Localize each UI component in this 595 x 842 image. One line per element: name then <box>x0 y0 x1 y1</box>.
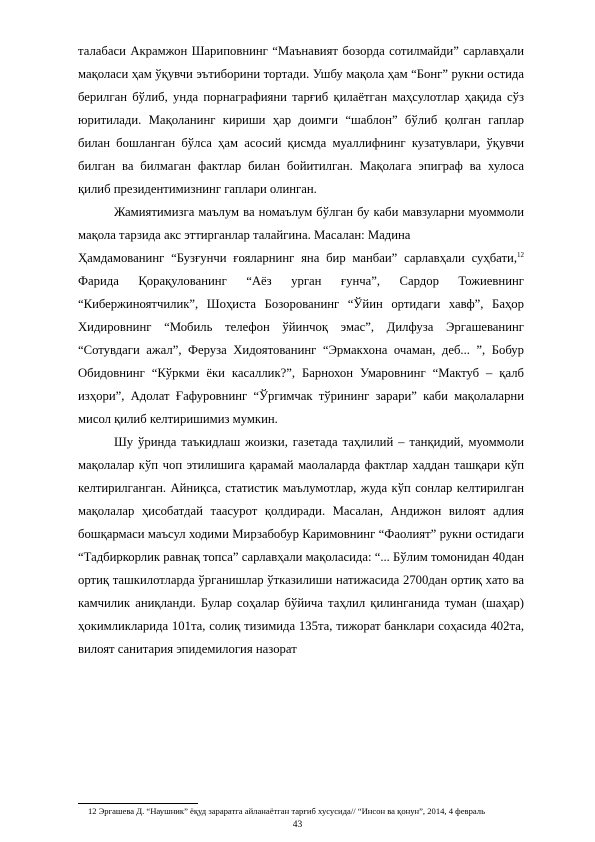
paragraph-3-rest: Фарида Қорақулованинг “Аёз урган ғунча”, Сардор Тожиевнинг “Кибержиноятчилик”, Шоҳиста Бозорованинг “Ўйин ортидаги хавф”, Баҳор Хидировнинг “Мобиль телефон ўйинчоқ эмас”, Дилфуза Эргашеванинг “Сотувдаги ажал”, Феруза Хидоятованинг “Эрмакхона очаман, деб... ”, Бобур Обидовнинг “Кўркми ёки касаллик?”, Барнохон Умаровнинг “Мактуб – қалб изҳори”, Адолат Ғафуровнинг “Ўргимчак тўрининг зарари” каби мақолаларни мисол қилиб келтиришимиз мумкин. <box>78 274 524 426</box>
footnote-divider <box>78 803 198 804</box>
paragraph-1: талабаси Акрамжон Шариповнинг “Маънавият бозорда сотилмайди” сарлавҳали мақоласи ҳам ўқувчи эътиборини тортади. Ушбу мақола ҳам “Бонг” рукни остида берилган бўлиб, унда порнаграфияни тарғиб қилаётган маҳсулотлар ҳақида сўз юритилади. Мақоланинг кириши ҳар доимги “шаблон” бўлиб қолган гаплар билан бошланган бўлса ҳам асосий қисмда муаллифнинг кузатувлари, ўқувчи билган ва билмаган фактлар билан бойитилган. Мақолага эпиграф ва хулоса қилиб президентимизнинг гаплари олинган. <box>78 44 524 196</box>
paragraph-2: Жамиятимизга маълум ва номаълум бўлган бу каби мавзуларни муоммоли мақола тарзида акс эттирганлар талайгина. Масалан: Мадина <box>78 205 524 242</box>
page-number: 43 <box>292 820 303 830</box>
footnote-text: Эргашева Д. “Наушник” ёқуд зараратга айланаётган тарғиб хусусида// “Инсон ва қонун”, 2014, 4 февраль <box>98 806 485 816</box>
footnote-number: 12 <box>88 806 97 816</box>
paragraph-4: Шу ўринда таъкидлаш жоизки, газетада таҳлилий – танқидий, муоммоли мақолалар кўп чоп этилишига қарамай маолаларда фактлар хаддан ташқари кўп келтирилганган. Айниқса, статистик маълумотлар, жуда кўп сонлар келтирилган мақолалар ҳисобатдай таасурот қолдиради. Масалан, Андижон вилоят адлия бошқармаси маъсул ходими Мирзабобур Каримовнинг “Фаолият” рукни остидаги “Тадбиркорлик равнақ топса” сарлавҳали мақоласида: “... Бўлим томонидан 40дан ортиқ ташкилотларда ўрганишлар ўтказилиши натижасида 2700дан ортиқ хато ва камчилик аниқланди. Булар соҳалар бўйича таҳлил қилинганида туман (шаҳар) ҳокимликларида 101та, солиқ тизимида 135та, тижорат банклари соҳасида 402та, вилоят санитария эпидемилогия назорат <box>78 435 525 656</box>
footnote-reference: 12 <box>517 250 524 259</box>
paragraph-3-start: Ҳамдамованинг “Бузғунчи ғояларнинг яна бир манбаи” сарлавҳали суҳбати, <box>78 251 517 265</box>
page-body <box>78 40 524 661</box>
paragraph-3 <box>78 247 524 431</box>
footnote <box>78 805 524 817</box>
